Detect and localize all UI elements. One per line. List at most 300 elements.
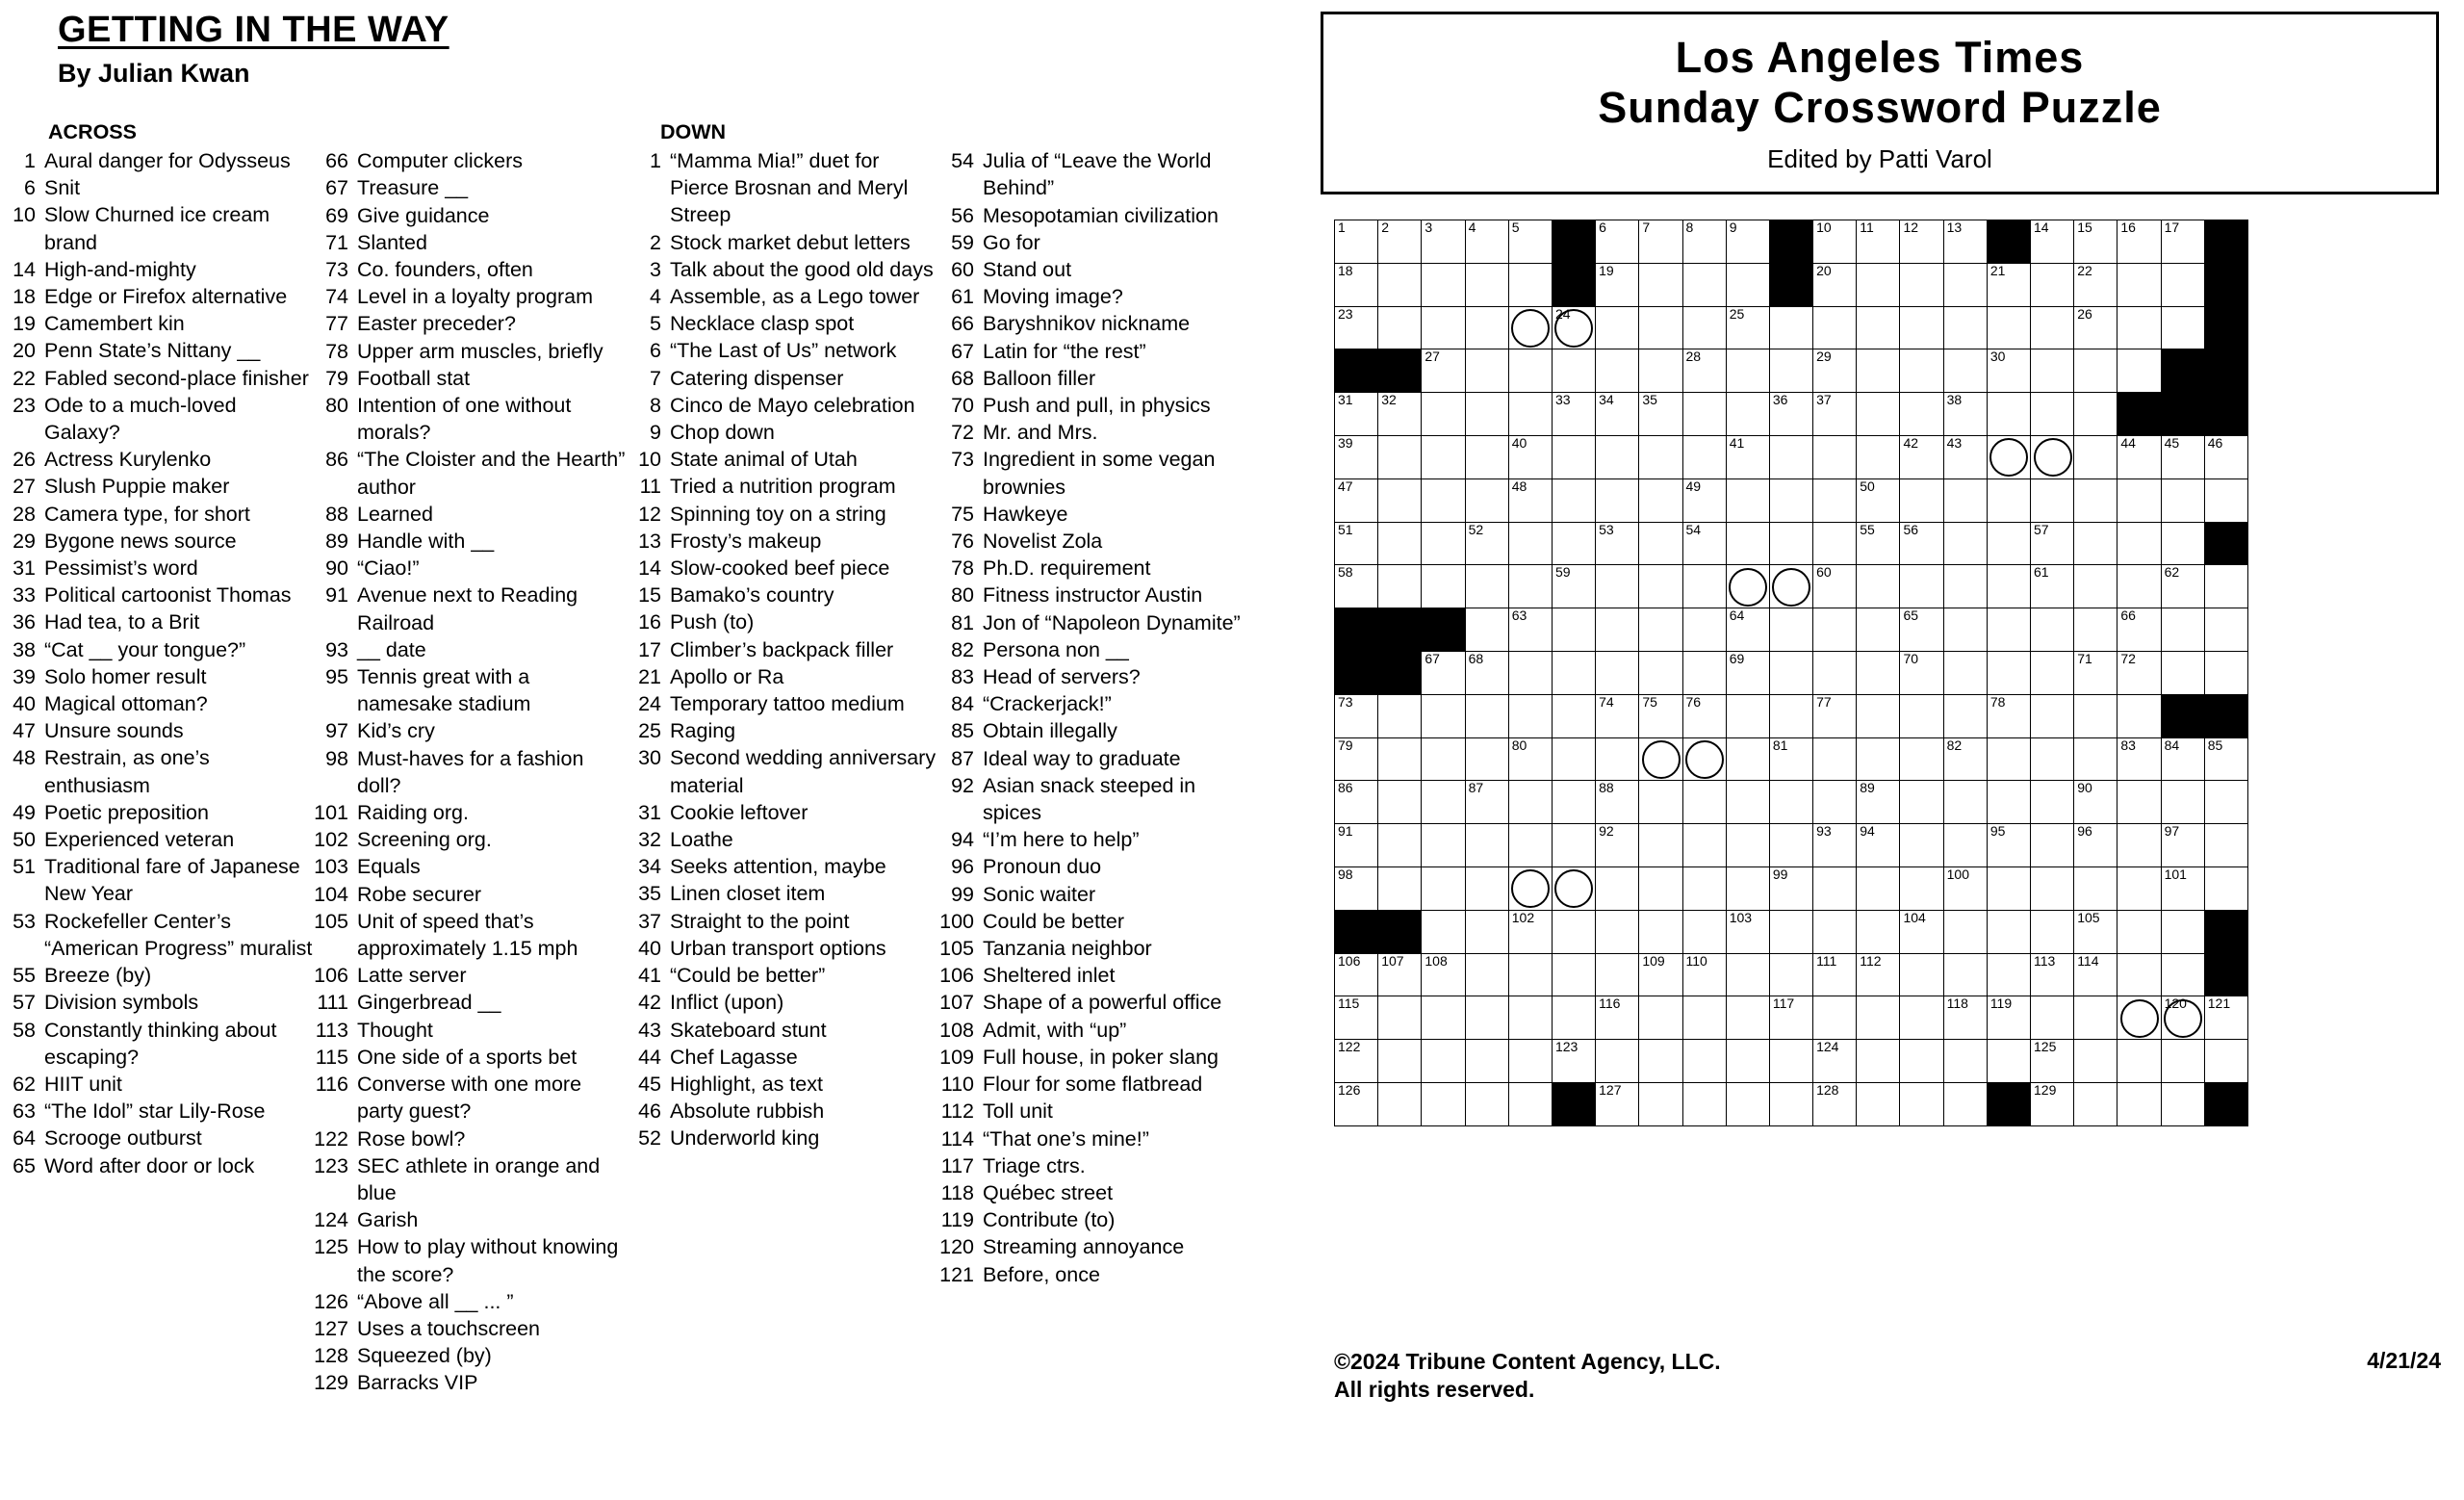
grid-cell[interactable] xyxy=(1596,306,1639,349)
grid-cell[interactable] xyxy=(2074,478,2118,522)
grid-cell[interactable] xyxy=(1726,737,1769,781)
grid-cell[interactable] xyxy=(1726,1040,1769,1083)
grid-cell[interactable] xyxy=(1900,349,1943,393)
grid-cell[interactable] xyxy=(1857,737,1900,781)
grid-cell[interactable] xyxy=(1422,478,1465,522)
grid-cell[interactable] xyxy=(1335,996,1378,1040)
grid-cell[interactable] xyxy=(1465,694,1508,737)
grid-cell[interactable] xyxy=(1639,996,1682,1040)
grid-cell[interactable] xyxy=(1639,694,1682,737)
grid-cell[interactable] xyxy=(1813,910,1857,953)
grid-cell[interactable] xyxy=(2031,1040,2074,1083)
grid-cell[interactable] xyxy=(1422,306,1465,349)
grid-cell[interactable] xyxy=(1335,522,1378,565)
grid-cell[interactable] xyxy=(1596,1040,1639,1083)
grid-cell[interactable] xyxy=(1422,953,1465,996)
grid-cell[interactable] xyxy=(1682,910,1726,953)
grid-cell[interactable] xyxy=(2118,565,2161,608)
grid-cell[interactable] xyxy=(1596,651,1639,694)
grid-cell[interactable] xyxy=(1813,781,1857,824)
grid-cell[interactable] xyxy=(1857,1082,1900,1125)
grid-cell[interactable] xyxy=(2074,737,2118,781)
grid-cell[interactable] xyxy=(1813,1040,1857,1083)
grid-cell[interactable] xyxy=(2161,263,2204,306)
grid-cell[interactable] xyxy=(2031,565,2074,608)
grid-cell[interactable] xyxy=(1943,263,1987,306)
grid-cell[interactable] xyxy=(1682,306,1726,349)
grid-cell[interactable] xyxy=(1639,478,1682,522)
grid-cell[interactable] xyxy=(2031,393,2074,436)
grid-cell[interactable] xyxy=(1465,306,1508,349)
grid-cell[interactable] xyxy=(2118,651,2161,694)
grid-cell[interactable] xyxy=(1943,349,1987,393)
grid-cell[interactable] xyxy=(1726,694,1769,737)
grid-cell[interactable] xyxy=(1508,651,1552,694)
grid-cell[interactable] xyxy=(1596,220,1639,264)
grid-cell[interactable] xyxy=(1682,1082,1726,1125)
grid-cell[interactable] xyxy=(2118,522,2161,565)
grid-cell[interactable] xyxy=(2204,737,2247,781)
grid-cell[interactable] xyxy=(1552,651,1595,694)
grid-cell[interactable] xyxy=(1813,220,1857,264)
grid-cell[interactable] xyxy=(1596,393,1639,436)
grid-cell[interactable] xyxy=(2204,996,2247,1040)
grid-cell[interactable] xyxy=(1943,565,1987,608)
grid-cell[interactable] xyxy=(1769,824,1812,867)
grid-cell[interactable] xyxy=(1857,565,1900,608)
grid-cell[interactable] xyxy=(2118,306,2161,349)
grid-cell[interactable] xyxy=(1726,263,1769,306)
grid-cell[interactable] xyxy=(1552,565,1595,608)
grid-cell[interactable] xyxy=(1465,435,1508,478)
grid-cell[interactable] xyxy=(1726,781,1769,824)
grid-cell[interactable] xyxy=(2118,349,2161,393)
grid-cell[interactable] xyxy=(1465,349,1508,393)
grid-cell[interactable] xyxy=(1769,996,1812,1040)
grid-cell[interactable] xyxy=(1900,694,1943,737)
grid-cell[interactable] xyxy=(1943,910,1987,953)
grid-cell[interactable] xyxy=(1682,349,1726,393)
grid-cell[interactable] xyxy=(1378,435,1422,478)
grid-cell[interactable] xyxy=(1857,478,1900,522)
grid-cell[interactable] xyxy=(1422,651,1465,694)
grid-cell[interactable] xyxy=(1596,435,1639,478)
grid-cell[interactable] xyxy=(1508,393,1552,436)
grid-cell[interactable] xyxy=(1857,393,1900,436)
grid-cell[interactable] xyxy=(2204,435,2247,478)
grid-cell[interactable] xyxy=(1943,866,1987,910)
grid-cell[interactable] xyxy=(1769,1082,1812,1125)
grid-cell[interactable] xyxy=(1857,220,1900,264)
grid-cell[interactable] xyxy=(1813,694,1857,737)
grid-cell[interactable] xyxy=(1726,306,1769,349)
grid-cell[interactable] xyxy=(2074,306,2118,349)
grid-cell[interactable] xyxy=(1378,781,1422,824)
grid-cell[interactable] xyxy=(1378,824,1422,867)
grid-cell[interactable] xyxy=(2204,478,2247,522)
grid-cell[interactable] xyxy=(1552,349,1595,393)
grid-cell[interactable] xyxy=(1596,866,1639,910)
grid-cell[interactable] xyxy=(1726,651,1769,694)
grid-cell[interactable] xyxy=(1639,565,1682,608)
grid-cell[interactable] xyxy=(1726,478,1769,522)
grid-cell[interactable] xyxy=(1987,522,2030,565)
grid-cell[interactable] xyxy=(1900,393,1943,436)
grid-cell[interactable] xyxy=(2031,306,2074,349)
grid-cell[interactable] xyxy=(1769,522,1812,565)
grid-cell[interactable] xyxy=(1943,478,1987,522)
grid-cell[interactable] xyxy=(2074,866,2118,910)
grid-cell[interactable] xyxy=(1639,1082,1682,1125)
grid-cell[interactable] xyxy=(1769,608,1812,652)
grid-cell[interactable] xyxy=(1422,866,1465,910)
grid-cell[interactable] xyxy=(2204,651,2247,694)
grid-cell[interactable] xyxy=(1639,866,1682,910)
grid-cell[interactable] xyxy=(2074,910,2118,953)
grid-cell[interactable] xyxy=(1422,910,1465,953)
grid-cell[interactable] xyxy=(1726,824,1769,867)
grid-cell[interactable] xyxy=(1769,953,1812,996)
grid-cell[interactable] xyxy=(1422,263,1465,306)
grid-cell[interactable] xyxy=(1335,478,1378,522)
grid-cell[interactable] xyxy=(2031,910,2074,953)
grid-cell[interactable] xyxy=(1378,996,1422,1040)
grid-cell[interactable] xyxy=(1682,651,1726,694)
grid-cell[interactable] xyxy=(1639,651,1682,694)
grid-cell[interactable] xyxy=(1465,478,1508,522)
grid-cell[interactable] xyxy=(1465,565,1508,608)
grid-cell[interactable] xyxy=(1682,866,1726,910)
grid-cell[interactable] xyxy=(1900,522,1943,565)
grid-cell[interactable] xyxy=(1335,694,1378,737)
grid-cell[interactable] xyxy=(1335,866,1378,910)
grid-cell[interactable] xyxy=(1335,824,1378,867)
grid-cell[interactable] xyxy=(1900,1040,1943,1083)
grid-cell[interactable] xyxy=(2118,866,2161,910)
grid-cell[interactable] xyxy=(1857,306,1900,349)
grid-cell[interactable] xyxy=(1726,866,1769,910)
grid-cell[interactable] xyxy=(1857,781,1900,824)
grid-cell[interactable] xyxy=(2118,1082,2161,1125)
grid-cell[interactable] xyxy=(1682,694,1726,737)
grid-cell[interactable] xyxy=(1857,953,1900,996)
grid-cell[interactable] xyxy=(1465,393,1508,436)
grid-cell[interactable] xyxy=(2031,953,2074,996)
grid-cell[interactable] xyxy=(1552,478,1595,522)
grid-cell[interactable] xyxy=(1813,737,1857,781)
grid-cell[interactable] xyxy=(2161,478,2204,522)
grid-cell[interactable] xyxy=(1857,435,1900,478)
grid-cell[interactable] xyxy=(1726,393,1769,436)
grid-cell[interactable] xyxy=(1726,910,1769,953)
grid-cell[interactable] xyxy=(2161,651,2204,694)
grid-cell[interactable] xyxy=(2074,263,2118,306)
grid-cell[interactable] xyxy=(1900,220,1943,264)
grid-cell[interactable] xyxy=(1422,1040,1465,1083)
grid-cell[interactable] xyxy=(1335,565,1378,608)
grid-cell[interactable] xyxy=(1813,565,1857,608)
grid-cell[interactable] xyxy=(1682,781,1726,824)
grid-cell[interactable] xyxy=(2161,737,2204,781)
grid-cell[interactable] xyxy=(1900,478,1943,522)
grid-cell[interactable] xyxy=(1682,393,1726,436)
grid-cell[interactable] xyxy=(1769,866,1812,910)
grid-cell[interactable] xyxy=(2118,910,2161,953)
grid-cell[interactable] xyxy=(2031,263,2074,306)
grid-cell[interactable] xyxy=(2118,953,2161,996)
grid-cell[interactable] xyxy=(1900,866,1943,910)
grid-cell[interactable] xyxy=(1596,910,1639,953)
grid-cell[interactable] xyxy=(1987,393,2030,436)
grid-cell[interactable] xyxy=(1596,263,1639,306)
grid-cell[interactable] xyxy=(1857,522,1900,565)
grid-cell[interactable] xyxy=(1987,866,2030,910)
grid-cell[interactable] xyxy=(1857,866,1900,910)
grid-cell[interactable] xyxy=(1857,694,1900,737)
grid-cell[interactable] xyxy=(1900,824,1943,867)
grid-cell[interactable] xyxy=(1465,737,1508,781)
grid-cell[interactable] xyxy=(1422,393,1465,436)
grid-cell[interactable] xyxy=(1769,781,1812,824)
grid-cell[interactable] xyxy=(1682,478,1726,522)
grid-cell[interactable] xyxy=(1378,478,1422,522)
grid-cell[interactable] xyxy=(1682,996,1726,1040)
grid-cell[interactable] xyxy=(2031,522,2074,565)
grid-cell[interactable] xyxy=(1465,220,1508,264)
grid-cell[interactable] xyxy=(1857,824,1900,867)
grid-cell[interactable] xyxy=(2074,608,2118,652)
grid-cell[interactable] xyxy=(1900,435,1943,478)
grid-cell[interactable] xyxy=(1378,866,1422,910)
grid-cell[interactable] xyxy=(1508,824,1552,867)
grid-cell[interactable] xyxy=(1987,953,2030,996)
grid-cell[interactable] xyxy=(1900,608,1943,652)
grid-cell[interactable] xyxy=(1682,608,1726,652)
grid-cell[interactable] xyxy=(1465,953,1508,996)
grid-cell[interactable] xyxy=(1596,996,1639,1040)
grid-cell[interactable] xyxy=(1422,737,1465,781)
grid-cell[interactable] xyxy=(1639,737,1682,781)
grid-cell[interactable] xyxy=(1987,651,2030,694)
grid-cell[interactable] xyxy=(1422,996,1465,1040)
grid-cell[interactable] xyxy=(2074,393,2118,436)
grid-cell[interactable] xyxy=(1639,393,1682,436)
grid-cell[interactable] xyxy=(1508,435,1552,478)
grid-cell[interactable] xyxy=(1769,651,1812,694)
grid-cell[interactable] xyxy=(1639,263,1682,306)
grid-cell[interactable] xyxy=(1682,737,1726,781)
grid-cell[interactable] xyxy=(2074,651,2118,694)
grid-cell[interactable] xyxy=(1335,781,1378,824)
grid-cell[interactable] xyxy=(1857,608,1900,652)
grid-cell[interactable] xyxy=(2031,608,2074,652)
grid-cell[interactable] xyxy=(1987,608,2030,652)
grid-cell[interactable] xyxy=(1943,953,1987,996)
grid-cell[interactable] xyxy=(1813,651,1857,694)
grid-cell[interactable] xyxy=(2161,910,2204,953)
grid-cell[interactable] xyxy=(2031,781,2074,824)
grid-cell[interactable] xyxy=(1639,435,1682,478)
grid-cell[interactable] xyxy=(1378,522,1422,565)
grid-cell[interactable] xyxy=(1596,565,1639,608)
grid-cell[interactable] xyxy=(1335,1040,1378,1083)
grid-cell[interactable] xyxy=(1726,220,1769,264)
grid-cell[interactable] xyxy=(2074,522,2118,565)
grid-cell[interactable] xyxy=(2204,781,2247,824)
grid-cell[interactable] xyxy=(1769,1040,1812,1083)
grid-cell[interactable] xyxy=(1769,737,1812,781)
grid-cell[interactable] xyxy=(1552,737,1595,781)
grid-cell[interactable] xyxy=(1987,737,2030,781)
grid-cell[interactable] xyxy=(1378,393,1422,436)
grid-cell[interactable] xyxy=(1378,263,1422,306)
grid-cell[interactable] xyxy=(1596,608,1639,652)
grid-cell[interactable] xyxy=(1596,1082,1639,1125)
grid-cell[interactable] xyxy=(1596,824,1639,867)
grid-cell[interactable] xyxy=(1639,220,1682,264)
grid-cell[interactable] xyxy=(2161,1040,2204,1083)
grid-cell[interactable] xyxy=(1508,1040,1552,1083)
grid-cell[interactable] xyxy=(1465,866,1508,910)
grid-cell[interactable] xyxy=(1552,435,1595,478)
grid-cell[interactable] xyxy=(1943,1040,1987,1083)
grid-cell[interactable] xyxy=(2161,996,2204,1040)
grid-cell[interactable] xyxy=(1943,694,1987,737)
grid-cell[interactable] xyxy=(1422,824,1465,867)
grid-cell[interactable] xyxy=(1639,306,1682,349)
grid-cell[interactable] xyxy=(2161,306,2204,349)
grid-cell[interactable] xyxy=(1943,306,1987,349)
crossword-grid[interactable] xyxy=(1334,220,2248,1126)
grid-cell[interactable] xyxy=(1813,263,1857,306)
grid-cell[interactable] xyxy=(1465,608,1508,652)
grid-cell[interactable] xyxy=(2204,608,2247,652)
grid-cell[interactable] xyxy=(1726,608,1769,652)
grid-cell[interactable] xyxy=(1769,565,1812,608)
grid-cell[interactable] xyxy=(1726,996,1769,1040)
grid-cell[interactable] xyxy=(1552,781,1595,824)
grid-cell[interactable] xyxy=(2118,220,2161,264)
grid-cell[interactable] xyxy=(1813,522,1857,565)
grid-cell[interactable] xyxy=(1596,737,1639,781)
grid-cell[interactable] xyxy=(2118,694,2161,737)
grid-cell[interactable] xyxy=(1552,393,1595,436)
grid-cell[interactable] xyxy=(1682,220,1726,264)
grid-cell[interactable] xyxy=(1639,1040,1682,1083)
grid-cell[interactable] xyxy=(1639,953,1682,996)
grid-cell[interactable] xyxy=(1422,220,1465,264)
grid-cell[interactable] xyxy=(2118,478,2161,522)
grid-cell[interactable] xyxy=(1769,435,1812,478)
grid-cell[interactable] xyxy=(1596,953,1639,996)
grid-cell[interactable] xyxy=(1813,608,1857,652)
grid-cell[interactable] xyxy=(1378,694,1422,737)
grid-cell[interactable] xyxy=(1508,608,1552,652)
grid-cell[interactable] xyxy=(1857,910,1900,953)
grid-cell[interactable] xyxy=(1987,306,2030,349)
grid-cell[interactable] xyxy=(2118,996,2161,1040)
grid-cell[interactable] xyxy=(1596,522,1639,565)
grid-cell[interactable] xyxy=(1682,1040,1726,1083)
grid-cell[interactable] xyxy=(1552,910,1595,953)
grid-cell[interactable] xyxy=(1943,737,1987,781)
grid-cell[interactable] xyxy=(1900,910,1943,953)
grid-cell[interactable] xyxy=(1552,824,1595,867)
grid-cell[interactable] xyxy=(1508,781,1552,824)
grid-cell[interactable] xyxy=(1857,996,1900,1040)
grid-cell[interactable] xyxy=(1552,953,1595,996)
grid-cell[interactable] xyxy=(1682,565,1726,608)
grid-cell[interactable] xyxy=(2161,824,2204,867)
grid-cell[interactable] xyxy=(1508,306,1552,349)
grid-cell[interactable] xyxy=(2161,781,2204,824)
grid-cell[interactable] xyxy=(1726,435,1769,478)
grid-cell[interactable] xyxy=(1508,1082,1552,1125)
grid-cell[interactable] xyxy=(1508,737,1552,781)
grid-cell[interactable] xyxy=(1769,694,1812,737)
grid-cell[interactable] xyxy=(1943,608,1987,652)
grid-cell[interactable] xyxy=(1465,824,1508,867)
grid-cell[interactable] xyxy=(1857,651,1900,694)
grid-cell[interactable] xyxy=(1900,996,1943,1040)
grid-cell[interactable] xyxy=(1552,996,1595,1040)
grid-cell[interactable] xyxy=(1987,349,2030,393)
grid-cell[interactable] xyxy=(1900,565,1943,608)
grid-cell[interactable] xyxy=(1465,1040,1508,1083)
grid-cell[interactable] xyxy=(1943,522,1987,565)
grid-cell[interactable] xyxy=(1769,393,1812,436)
grid-cell[interactable] xyxy=(1682,953,1726,996)
grid-cell[interactable] xyxy=(1987,910,2030,953)
grid-cell[interactable] xyxy=(1900,306,1943,349)
grid-cell[interactable] xyxy=(1726,349,1769,393)
grid-cell[interactable] xyxy=(1335,737,1378,781)
grid-cell[interactable] xyxy=(1422,435,1465,478)
grid-cell[interactable] xyxy=(1857,349,1900,393)
grid-cell[interactable] xyxy=(1335,435,1378,478)
grid-cell[interactable] xyxy=(1378,737,1422,781)
grid-cell[interactable] xyxy=(2031,866,2074,910)
grid-cell[interactable] xyxy=(1335,263,1378,306)
grid-cell[interactable] xyxy=(2031,737,2074,781)
grid-cell[interactable] xyxy=(1422,694,1465,737)
grid-cell[interactable] xyxy=(2161,1082,2204,1125)
grid-cell[interactable] xyxy=(1378,1040,1422,1083)
grid-cell[interactable] xyxy=(1596,694,1639,737)
grid-cell[interactable] xyxy=(1900,1082,1943,1125)
grid-cell[interactable] xyxy=(1639,781,1682,824)
grid-cell[interactable] xyxy=(1987,1040,2030,1083)
grid-cell[interactable] xyxy=(2161,435,2204,478)
grid-cell[interactable] xyxy=(1987,996,2030,1040)
grid-cell[interactable] xyxy=(1378,306,1422,349)
grid-cell[interactable] xyxy=(1335,220,1378,264)
grid-cell[interactable] xyxy=(1639,910,1682,953)
grid-cell[interactable] xyxy=(2074,694,2118,737)
grid-cell[interactable] xyxy=(1465,263,1508,306)
grid-cell[interactable] xyxy=(1596,478,1639,522)
grid-cell[interactable] xyxy=(2031,651,2074,694)
grid-cell[interactable] xyxy=(1900,737,1943,781)
grid-cell[interactable] xyxy=(1335,306,1378,349)
grid-cell[interactable] xyxy=(1378,1082,1422,1125)
grid-cell[interactable] xyxy=(1465,910,1508,953)
grid-cell[interactable] xyxy=(1943,824,1987,867)
grid-cell[interactable] xyxy=(2118,1040,2161,1083)
grid-cell[interactable] xyxy=(1726,953,1769,996)
grid-cell[interactable] xyxy=(2161,220,2204,264)
grid-cell[interactable] xyxy=(2161,953,2204,996)
